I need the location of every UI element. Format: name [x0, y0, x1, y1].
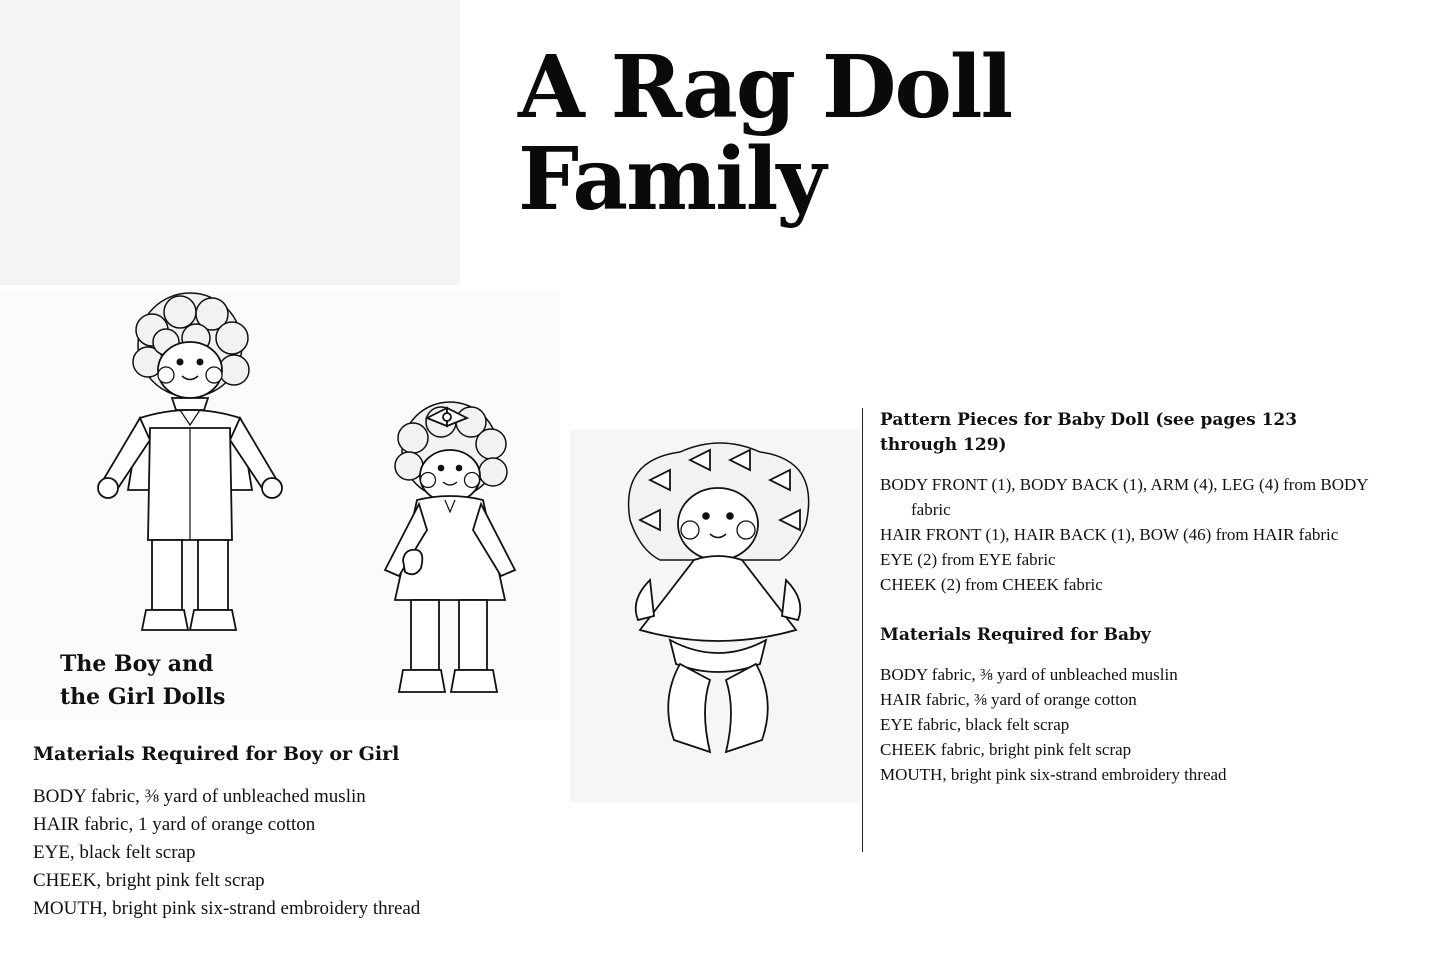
caption-line-1: The Boy and: [60, 651, 214, 677]
baby-doll-illustration: [610, 440, 830, 780]
boy-girl-materials-section: [33, 743, 573, 923]
baby-materials-list: [880, 662, 1370, 787]
boy-girl-materials-list: [33, 783, 573, 923]
baby-pattern-heading: Pattern Pieces for Baby Doll (see pages 123 through 129): [880, 410, 1298, 455]
baby-doll-section: [880, 408, 1370, 787]
list-item: HAIR fabric, 1 yard of orange cotton: [33, 814, 316, 835]
title-line-2: Family: [518, 129, 825, 230]
baby-materials-heading: Materials Required for Baby: [880, 625, 1151, 645]
list-item: HAIR FRONT (1), HAIR BACK (1), BOW (46) from HAIR fabric: [880, 525, 1339, 544]
list-item: MOUTH, bright pink six-strand embroidery thread: [33, 898, 421, 919]
caption-line-2: the Girl Dolls: [60, 684, 226, 710]
list-item: BODY fabric, ⅜ yard of unbleached muslin: [33, 786, 366, 807]
boy-doll-illustration: [80, 290, 300, 650]
list-item: BODY FRONT (1), BODY BACK (1), ARM (4), LEG (4) from BODY fabric: [880, 475, 1368, 519]
dolls-caption: [60, 648, 225, 714]
list-item: EYE (2) from EYE fabric: [880, 550, 1056, 569]
list-item: HAIR fabric, ⅜ yard of orange cotton: [880, 690, 1137, 709]
list-item: CHEEK, bright pink felt scrap: [33, 870, 265, 891]
list-item: CHEEK (2) from CHEEK fabric: [880, 575, 1103, 594]
baby-pattern-list: [880, 472, 1370, 597]
background-panel-left: [0, 0, 460, 285]
list-item: CHEEK fabric, bright pink felt scrap: [880, 740, 1132, 759]
title-line-1: A Rag Doll: [518, 37, 1012, 138]
boy-girl-materials-heading: Materials Required for Boy or Girl: [33, 743, 400, 765]
list-item: EYE, black felt scrap: [33, 842, 196, 863]
list-item: MOUTH, bright pink six-strand embroidery thread: [880, 765, 1227, 784]
list-item: BODY fabric, ⅜ yard of unbleached muslin: [880, 665, 1178, 684]
list-item: EYE fabric, black felt scrap: [880, 715, 1070, 734]
page-title: [518, 37, 1012, 230]
column-divider: [862, 408, 863, 852]
girl-doll-illustration: [355, 400, 555, 720]
